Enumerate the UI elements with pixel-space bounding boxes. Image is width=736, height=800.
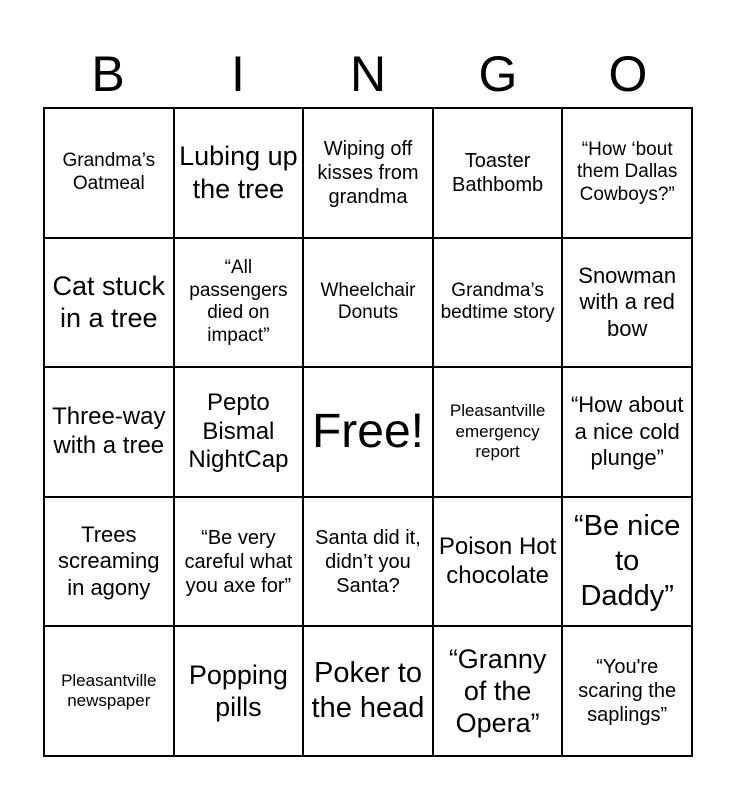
bingo-cell[interactable]: Toaster Bathbomb — [433, 108, 563, 238]
header-letter-o: O — [608, 46, 648, 102]
bingo-cell[interactable]: Poison Hot chocolate — [433, 497, 563, 627]
bingo-cell[interactable]: Wheelchair Donuts — [303, 238, 433, 368]
bingo-cell[interactable]: Wiping off kisses from grandma — [303, 108, 433, 238]
header-letter-g: G — [478, 46, 518, 102]
bingo-card-grid — [43, 107, 693, 757]
bingo-cell[interactable]: Pleasantville emergency report — [433, 367, 563, 497]
bingo-cell[interactable]: “You're scaring the saplings” — [562, 626, 692, 756]
bingo-cell[interactable]: Poker to the head — [303, 626, 433, 756]
bingo-cell[interactable]: Grandma’s bedtime story — [433, 238, 563, 368]
header-letter-b: B — [91, 46, 125, 102]
bingo-cell[interactable]: Trees screaming in agony — [44, 497, 174, 627]
bingo-cell[interactable]: Cat stuck in a tree — [44, 238, 174, 368]
bingo-cell[interactable]: Santa did it, didn’t you Santa? — [303, 497, 433, 627]
header-letter-i: I — [231, 46, 245, 102]
bingo-cell[interactable]: Pepto Bismal NightCap — [174, 367, 304, 497]
header-letter-n: N — [349, 46, 387, 102]
bingo-header — [43, 44, 693, 104]
bingo-cell[interactable]: Three-way with a tree — [44, 367, 174, 497]
bingo-cell[interactable]: “How ‘bout them Dallas Cowboys?” — [562, 108, 692, 238]
bingo-cell[interactable]: “How about a nice cold plunge” — [562, 367, 692, 497]
bingo-cell[interactable]: “All passengers died on impact” — [174, 238, 304, 368]
bingo-cell[interactable]: Lubing up the tree — [174, 108, 304, 238]
bingo-cell[interactable]: “Be nice to Daddy” — [562, 497, 692, 627]
bingo-cell[interactable]: “Granny of the Opera” — [433, 626, 563, 756]
bingo-cell[interactable]: Snowman with a red bow — [562, 238, 692, 368]
free-space-cell[interactable]: Free! — [303, 367, 433, 497]
bingo-cell[interactable]: “Be very careful what you axe for” — [174, 497, 304, 627]
bingo-cell[interactable]: Popping pills — [174, 626, 304, 756]
bingo-cell[interactable]: Pleasantville newspaper — [44, 626, 174, 756]
bingo-cell[interactable]: Grandma’s Oatmeal — [44, 108, 174, 238]
